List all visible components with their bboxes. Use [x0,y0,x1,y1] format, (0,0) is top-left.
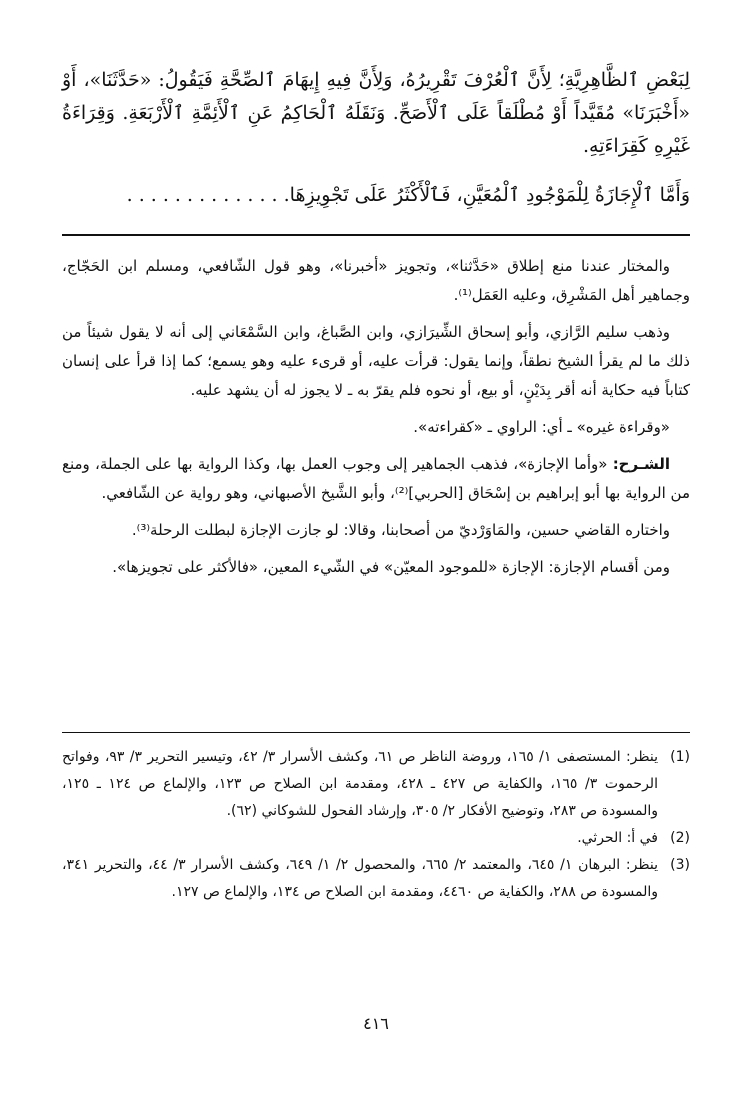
body-paragraph-4 [62,450,690,508]
footnote-number: (3) [670,857,690,873]
footnote-text: في أ: الحرثي. [577,830,658,846]
body-paragraph-2: وذهب سليم الرَّازي، وأبو إسحاق الشِّيرَازي، وابن الصَّباغ، وابن السَّمْعَاني إلى أنه لا يقول شيئاً من ذلك ما لم يقرأ الشيخ نطقاً، وإنما يقول: قرأت عليه، أو قرىء عليه وهو يسمع؛ كما إذا قرأ على إنسان كتاباً فيه حكاية أنه أقر بِدَيْنٍ، أو بيع، أو نحوه فلم يقرّ به ـ لا يجوز له أن يشهد عليه. [62,323,690,399]
page-number: ٤١٦ [363,1014,389,1033]
footnote-item [62,825,690,852]
footnotes [62,744,690,906]
matn-separator-line [62,234,690,236]
commentary-text [62,252,690,590]
matn-paragraph-2: وَأَمَّا ٱلْإِجَازَةُ لِلْمَوْجُودِ ٱلْمُعَيَّنِ، فَٱلْأَكْثَرُ عَلَى تَجْوِيزِهَا. . . . . . . . . . . . . . [126,184,690,206]
footnote-text: ينظر: البرهان ١/ ٦٤٥، والمعتمد ٢/ ٦٦٥، والمحصول ٢/ ١/ ٦٤٩، وكشف الأسرار ٣/ ٤٤، والتحرير ٣٤١، والمسودة ص ٢٨٨، والكفاية ص ٤٤٦٠، ومقدمة ابن الصلاح ص ١٣٤، والإلماع ص ١٢٧. [62,857,658,900]
body-paragraph-3: «وقراءة غيره» ـ أي: الراوي ـ «كقراءته». [413,418,670,436]
matn-text [62,64,690,212]
body-paragraph-1: والمختار عندنا منع إطلاق «حَدَّثنا»، وتجويز «أخبرنا»، وهو قول الشّافعي، ومسلم ابن الحَجّاج، وجماهير أهل المَشْرِق، وعليه العَمَل⁽¹⁾. [62,257,690,304]
sharh-text: «وأما الإجازة»، فذهب الجماهير إلى وجوب العمل بها، وكذا الرواية بها على الجملة، ومنع من الرواية بها أبو إبراهيم بن إسْحَاق [الحربي]⁽²⁾، وأبو الشَّيخ الأصبهاني، وهو رواية عن الشّافعي. [62,455,690,502]
footnote-number: (1) [670,749,690,765]
footnote-text: ينظر: المستصفى ١/ ١٦٥، وروضة الناظر ص ٦١، وكشف الأسرار ٣/ ٤٢، وتيسير التحرير ٣/ ٩٣، وفواتح الرحموت ٣/ ١٦٥، والكفاية ص ٤٢٧ ـ ٤٢٨، ومقدمة ابن الصلاح ص ١٢٣، والإلماع ص ١٢٤ ـ ١٢٥، والمسودة ص ٢٨٣، وتوضيح الأفكار ٢/ ٣٠٥، وإرشاد الفحول للشوكاني (٦٢). [62,749,659,819]
sharh-label: الشـرح: [612,455,670,473]
footnote-item [62,852,690,906]
body-paragraph-6: ومن أقسام الإجازة: الإجازة «للموجود المعيّن» في الشّيء المعين، «فالأكثر على تجويزها». [112,558,670,576]
footnote-item [62,744,690,825]
matn-paragraph-1: لِبَعْضِ ٱلظَّاهِرِيَّةِ؛ لِأَنَّ ٱلْعُرْفَ تَقْرِيرُهُ، وَلِأَنَّ فِيهِ إِيهَامَ ٱلصِّحَّةِ فَيَقُولُ: «حَدَّثَنَا»، أَوْ «أَخْبَرَنَا» مُقَيَّداً أَوْ مُطْلَقاً عَلَى ٱلْأَصَحِّ. وَنَقَلَهُ ٱلْحَاكِمُ عَنِ ٱلْأَئِمَّةِ ٱلْأَرْبَعَةِ. وَقِرَاءَةُ غَيْرِهِ كَقِرَاءَتِهِ. [62,69,690,157]
body-paragraph-5: واختاره القاضي حسين، والمَاوَرْديّ من أصحابنا، وقالا: لو جازت الإجازة لبطلت الرحلة⁽³⁾. [131,521,670,539]
footnote-separator-line [62,732,690,733]
footnote-number: (2) [670,830,690,846]
